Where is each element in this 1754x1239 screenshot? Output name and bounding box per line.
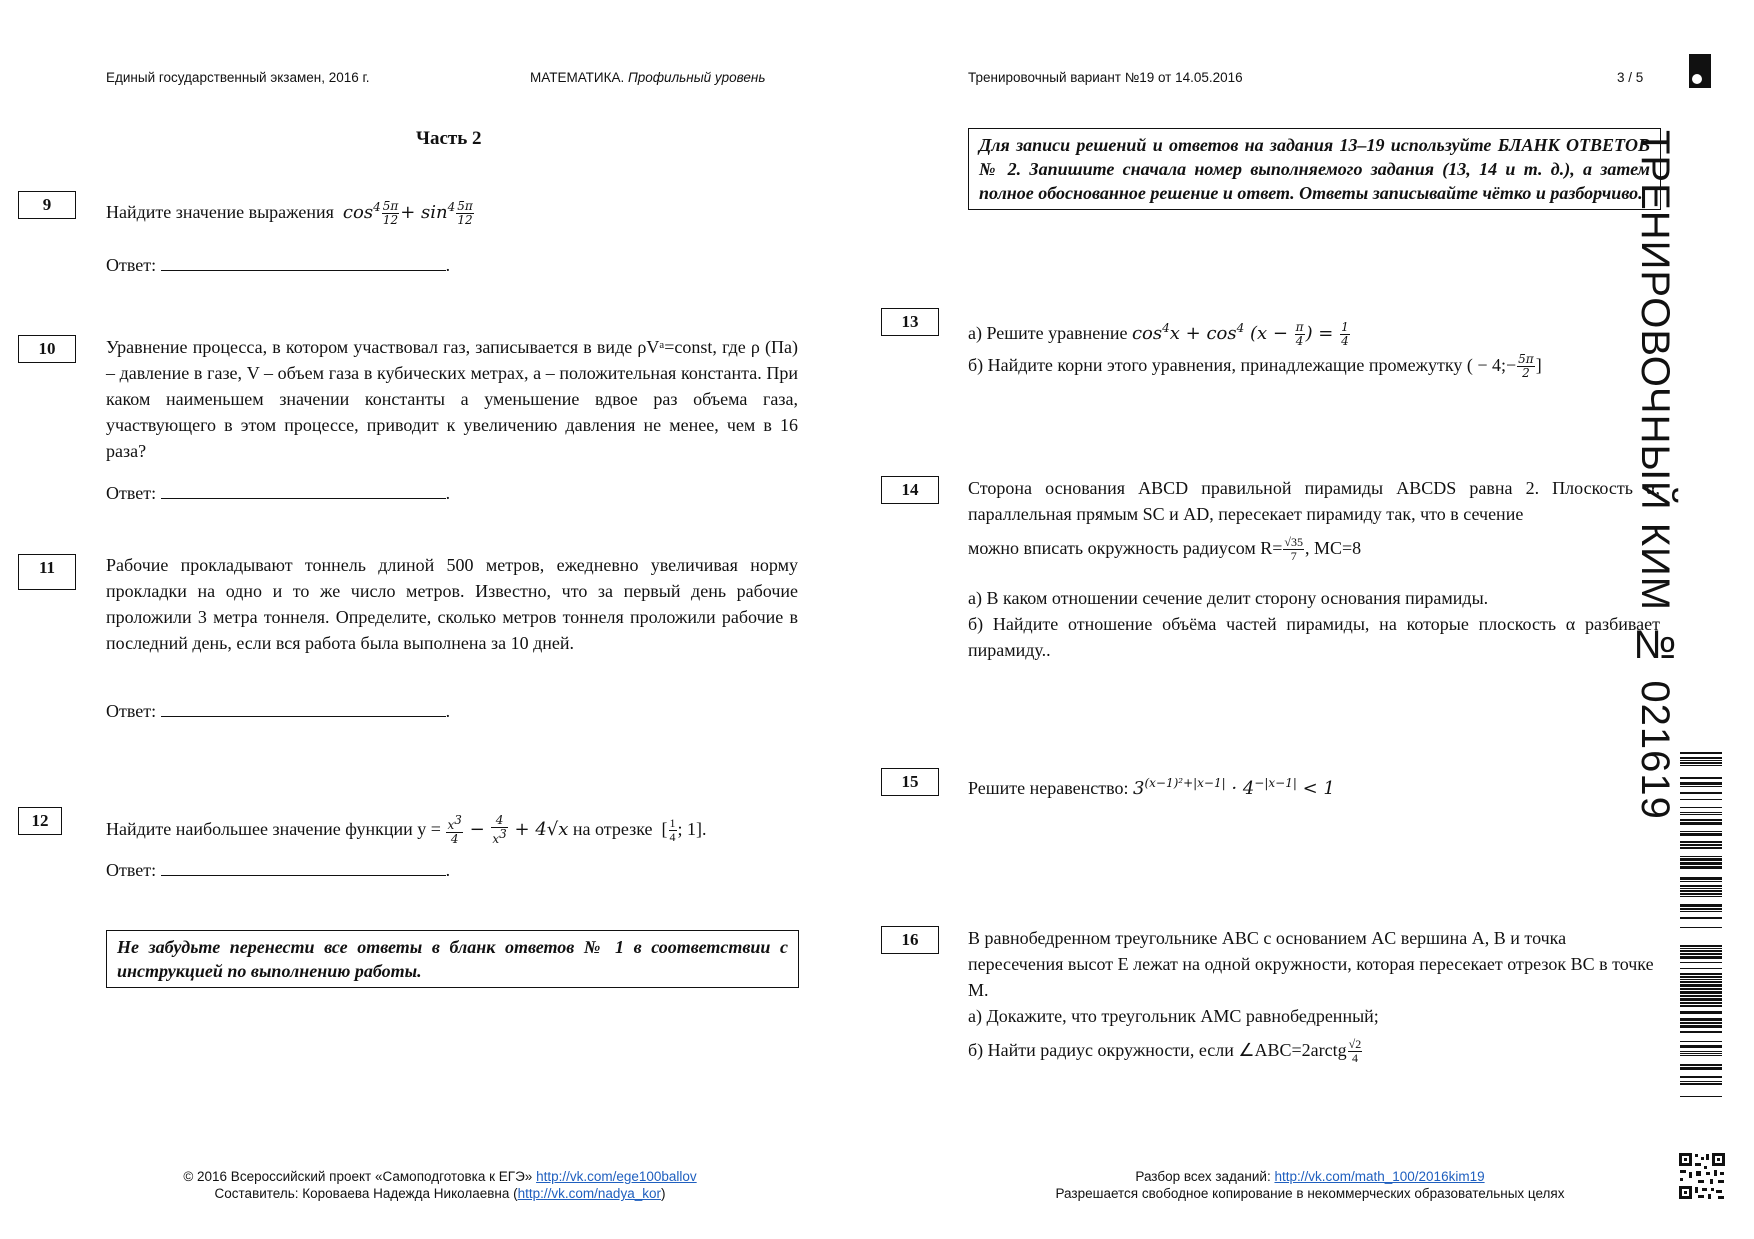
task-10-number: 10 [18, 335, 76, 363]
task-14-part-a: а) В каком отношении сечение делит сторону основания пирамиды. [968, 588, 1489, 608]
task-13-number: 13 [881, 308, 939, 336]
footer-left-line1 [150, 1168, 730, 1185]
task-10-answer[interactable]: Ответ: . [106, 483, 451, 503]
task-12-formula: $\frac{x^3}{4}$ − $\frac{4}{x^3}$ + 4√x [447, 813, 569, 846]
answer-label: Ответ: [106, 860, 157, 880]
task-10-text: Уравнение процесса, в котором участвовал газ, записывается в виде ρVᵃ=const, где ρ (Па) – давление в газе, V – объем газа в кубических метрах, a – положительная константа. При каком наименьшем значении константы a уменьшение вдвое раз объема газа, участвующего в этом процессе, приводит к увеличению давления не менее, чем в 16 раза? [106, 337, 798, 461]
task-12-answer[interactable]: Ответ: . [106, 860, 451, 880]
task-9-text [106, 194, 475, 227]
footer-author: Составитель: Коровaева Надежда Николаевна ( [214, 1186, 518, 1201]
task-15-number: 15 [881, 768, 939, 796]
task-11-answer[interactable]: Ответ: . [106, 701, 451, 721]
task-13-part-b: б) Найдите корни этого уравнения, принадлежащие промежутку ( − 4;− $\frac{5\pi}{2}$ ] [968, 352, 1542, 381]
task-16-angle-value: $\frac{√2}{4}$ [1348, 1037, 1362, 1066]
footer-right-line1 [1010, 1168, 1610, 1185]
task-12-interval: [ $\frac{1}{4}$ ; 1]. [661, 816, 707, 845]
task-16-text: В равнобедренном треугольнике ABC с основанием AC вершина A, B и точка пересечения высот E лежат на одной окружности, которая пересекает отрезок BC в точке M. [968, 928, 1654, 1000]
footer-analysis: Разбор всех заданий: [1135, 1169, 1271, 1184]
task-14-part-b: б) Найдите отношение объёма частей пирамиды, на которые плоскость α разбивает пирамиду.. [968, 614, 1660, 660]
barcode-icon [1680, 752, 1722, 1102]
answer-label: Ответ: [106, 701, 157, 721]
task-15-formula: $3^{(x-1)^2+|x-1|} \cdot 4^{-|x-1|} < 1$ [1132, 776, 1335, 799]
task-14-radius [968, 535, 1361, 563]
header-level: Профильный уровень [627, 70, 766, 85]
task-12-statement: Найдите наибольшее значение функции y = [106, 819, 441, 839]
task-14-radius-label: можно вписать окружность радиусом R= [968, 538, 1283, 558]
corner-mark-dot [1692, 74, 1702, 84]
task-12-number: 12 [18, 807, 62, 835]
task-14-radius-value: $\frac{√35}{7}$ [1284, 535, 1304, 564]
answer-label: Ответ: [106, 255, 157, 275]
header-variant: Тренировочный вариант №19 от 14.05.2016 [968, 70, 1243, 85]
instruction-box: Для записи решений и ответов на задания 13–19 используйте БЛАНК ОТВЕТОВ № 2. Запишите сначала номер выполняемого задания (13, 14 и т. д.), а затем полное обоснованное решение и ответ. Ответы записывайте чётко и разборчиво. [968, 128, 1661, 210]
task-14-text: Сторона основания ABCD правильной пирамиды ABCDS равна 2. Плоскость α, параллельная прямым SC и AD, пересекает пирамиду так, что в сечение [968, 478, 1660, 524]
task-16-part-b [968, 1037, 1363, 1065]
task-12-text [106, 814, 707, 846]
task-11-text: Рабочие прокладывают тоннель длиной 500 метров, ежедневно увеличивая норму прокладки на одно и то же число метров. Известно, что за первый день рабочие проложили 3 метра тоннеля. Определите, сколько метров тоннеля проложили рабочие в последний день, если вся работа была выполнена за 10 дней. [106, 555, 798, 653]
part-title: Часть 2 [416, 128, 482, 149]
task-14-mc: , MC=8 [1305, 538, 1362, 558]
task-13-interval-end: $\frac{5\pi}{2}$ [1518, 352, 1534, 381]
footer-right [1010, 1168, 1610, 1202]
reminder-box: Не забудьте перенести все ответы в бланк ответов № 1 в соответствии с инструкцией по выполнению работы. [106, 930, 799, 988]
footer-author-link[interactable]: http://vk.com/nadya_kor [517, 1186, 661, 1201]
task-15-text [968, 770, 1335, 802]
header-exam: Единый государственный экзамен, 2016 г. [106, 70, 370, 85]
footer-analysis-link[interactable]: http://vk.com/math_100/2016kim19 [1274, 1169, 1485, 1184]
footer-project-link[interactable]: http://vk.com/ege100ballov [536, 1169, 697, 1184]
footer-author-end: ) [660, 1186, 666, 1201]
task-15-statement: Решите неравенство: [968, 778, 1129, 798]
task-13-part-a [968, 315, 1351, 348]
footer-left-line2 [150, 1185, 730, 1202]
task-13-b-statement: б) Найдите корни этого уравнения, принадлежащие промежутку ( − 4;− [968, 355, 1517, 375]
header-subject [530, 70, 765, 85]
qr-code-icon [1678, 1152, 1726, 1200]
task-9-number: 9 [18, 191, 76, 219]
answer-label: Ответ: [106, 483, 157, 503]
header-subject-name: МАТЕМАТИКА. [530, 70, 625, 85]
task-12-interval-label: на отрезке [572, 819, 653, 839]
task-16-part-a: а) Докажите, что треугольник AMC равнобедренный; [968, 1006, 1379, 1026]
footer-left [150, 1168, 730, 1202]
task-9-answer[interactable]: Ответ: . [106, 255, 451, 275]
task-14-number: 14 [881, 476, 939, 504]
task-9-statement: Найдите значение выражения [106, 202, 334, 222]
task-13-formula: $\cos^4x + \cos^4 (x$ − $\frac{\pi}{4}$ ) = $\frac{1}{4}$ [1131, 319, 1349, 348]
task-16-b-statement: б) Найти радиус окружности, если ∠ABC=2arctg [968, 1040, 1347, 1060]
task-11-number: 11 [18, 554, 76, 590]
task-16-number: 16 [881, 926, 939, 954]
footer-license: Разрешается свободное копирование в некоммерческих образовательных целях [1055, 1186, 1565, 1201]
task-9-formula: $\cos^4$ $\frac{5\pi}{12}$ + $\sin^4$ $\frac{5\pi}{12}$ [342, 198, 473, 227]
task-13-a-statement: а) Решите уравнение [968, 323, 1128, 343]
footer-project: © 2016 Всероссийский проект «Самоподготовка к ЕГЭ» [183, 1169, 533, 1184]
page-number: 3 / 5 [1617, 70, 1644, 85]
side-title: ТРЕНИРОВОЧНЫЙ КИМ № 021619 [1633, 130, 1677, 820]
